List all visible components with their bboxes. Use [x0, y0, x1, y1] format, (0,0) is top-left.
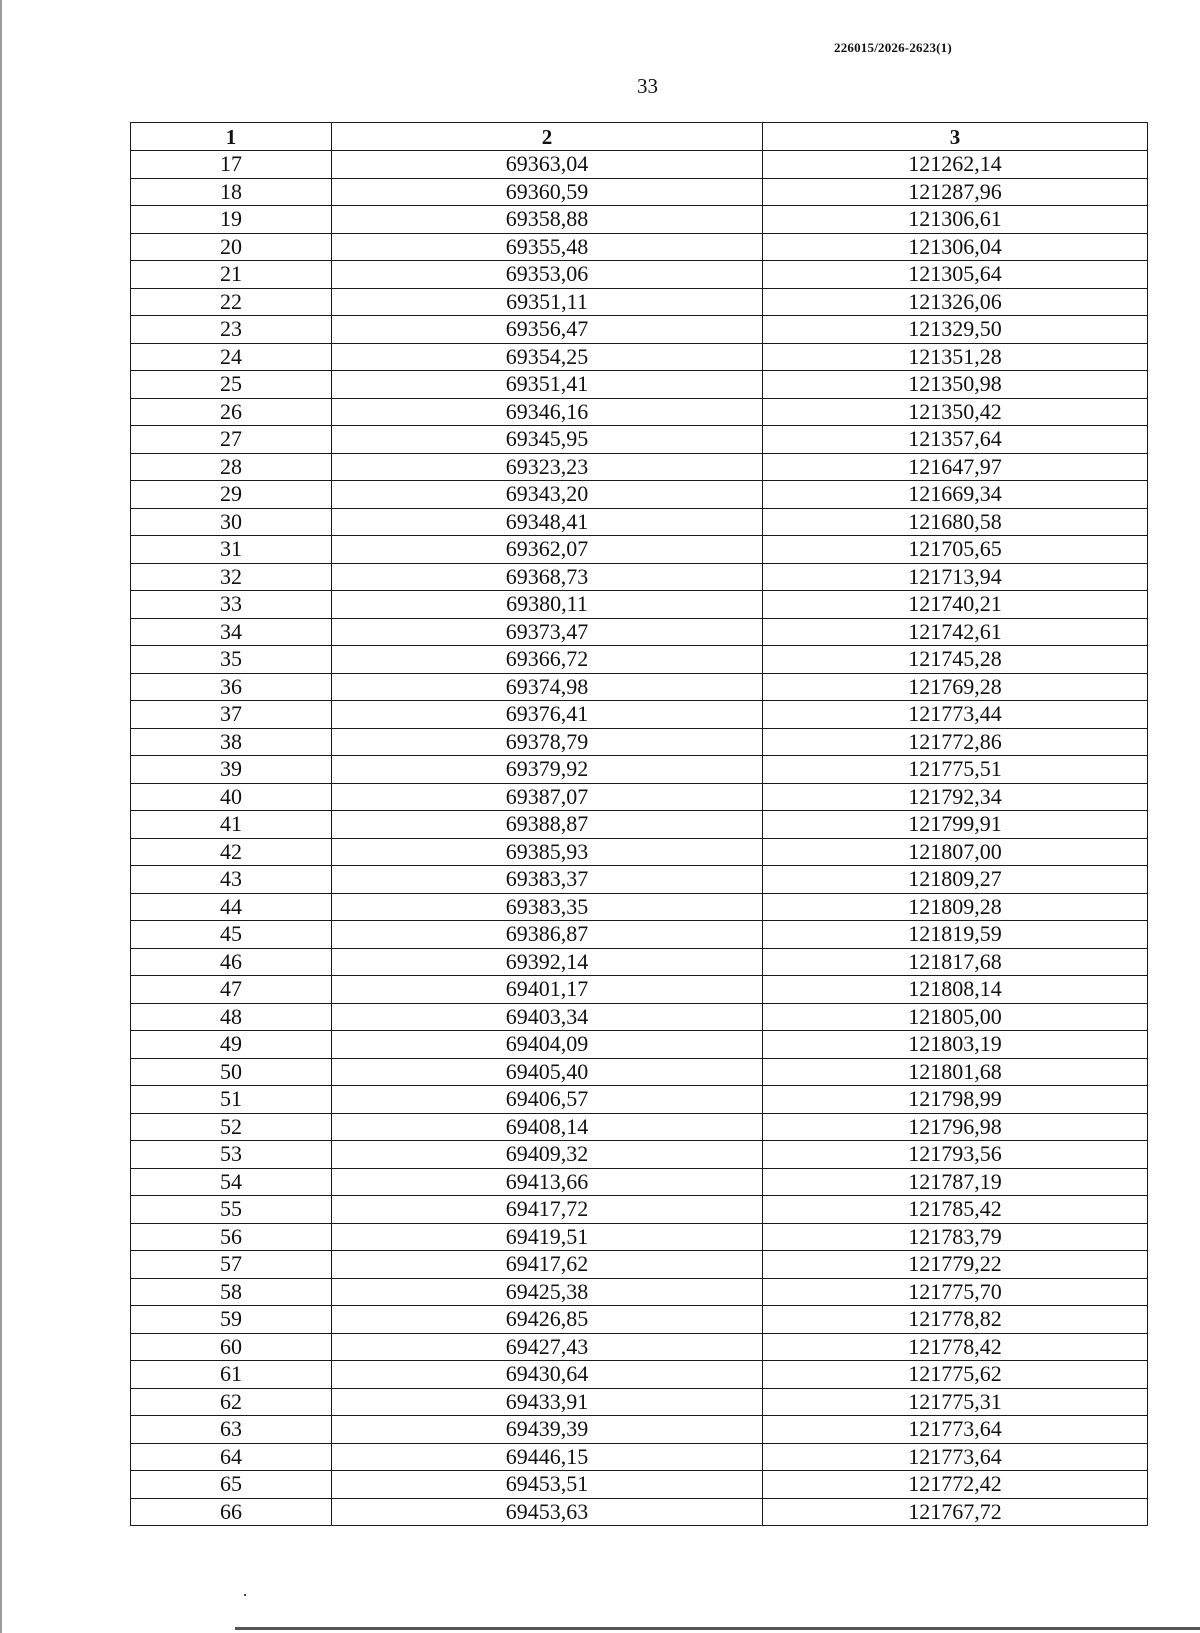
y-coordinate-cell: 121803,19: [763, 1031, 1148, 1059]
table-row: [131, 398, 1148, 426]
x-coordinate-cell: 69379,92: [332, 756, 763, 784]
table-row: [131, 1471, 1148, 1499]
x-coordinate-cell: 69453,51: [332, 1471, 763, 1499]
point-number-cell: 30: [131, 508, 332, 536]
table-row: [131, 756, 1148, 784]
x-coordinate-cell: 69343,20: [332, 481, 763, 509]
table-row: [131, 893, 1148, 921]
table-row: [131, 783, 1148, 811]
coordinates-table: [130, 122, 1148, 1526]
table-row: [131, 1443, 1148, 1471]
table-row: [131, 563, 1148, 591]
scan-left-edge: [0, 0, 2, 1633]
table-row: [131, 316, 1148, 344]
x-coordinate-cell: 69404,09: [332, 1031, 763, 1059]
x-coordinate-cell: 69351,41: [332, 371, 763, 399]
y-coordinate-cell: 121787,19: [763, 1168, 1148, 1196]
y-coordinate-cell: 121819,59: [763, 921, 1148, 949]
point-number-cell: 37: [131, 701, 332, 729]
table-row: [131, 701, 1148, 729]
y-coordinate-cell: 121778,82: [763, 1306, 1148, 1334]
y-coordinate-cell: 121817,68: [763, 948, 1148, 976]
y-coordinate-cell: 121783,79: [763, 1223, 1148, 1251]
x-coordinate-cell: 69383,37: [332, 866, 763, 894]
table-row: [131, 1333, 1148, 1361]
x-coordinate-cell: 69345,95: [332, 426, 763, 454]
table-row: [131, 536, 1148, 564]
x-coordinate-cell: 69385,93: [332, 838, 763, 866]
table-row: [131, 673, 1148, 701]
x-coordinate-cell: 69408,14: [332, 1113, 763, 1141]
table-row: [131, 921, 1148, 949]
x-coordinate-cell: 69453,63: [332, 1498, 763, 1526]
y-coordinate-cell: 121792,34: [763, 783, 1148, 811]
table-row: [131, 261, 1148, 289]
y-coordinate-cell: 121680,58: [763, 508, 1148, 536]
x-coordinate-cell: 69406,57: [332, 1086, 763, 1114]
x-coordinate-cell: 69401,17: [332, 976, 763, 1004]
x-coordinate-cell: 69363,04: [332, 151, 763, 179]
table-row: [131, 481, 1148, 509]
x-coordinate-cell: 69425,38: [332, 1278, 763, 1306]
table-row: [131, 426, 1148, 454]
point-number-cell: 65: [131, 1471, 332, 1499]
column-header-1: 1: [131, 123, 332, 151]
table-row: [131, 453, 1148, 481]
point-number-cell: 24: [131, 343, 332, 371]
y-coordinate-cell: 121262,14: [763, 151, 1148, 179]
y-coordinate-cell: 121287,96: [763, 178, 1148, 206]
table-row: [131, 233, 1148, 261]
point-number-cell: 31: [131, 536, 332, 564]
point-number-cell: 34: [131, 618, 332, 646]
y-coordinate-cell: 121350,42: [763, 398, 1148, 426]
scan-bottom-edge: [235, 1627, 1200, 1630]
y-coordinate-cell: 121773,44: [763, 701, 1148, 729]
y-coordinate-cell: 121775,62: [763, 1361, 1148, 1389]
y-coordinate-cell: 121809,27: [763, 866, 1148, 894]
point-number-cell: 25: [131, 371, 332, 399]
point-number-cell: 18: [131, 178, 332, 206]
y-coordinate-cell: 121326,06: [763, 288, 1148, 316]
y-coordinate-cell: 121775,70: [763, 1278, 1148, 1306]
table-row: [131, 508, 1148, 536]
x-coordinate-cell: 69387,07: [332, 783, 763, 811]
table-row: [131, 178, 1148, 206]
y-coordinate-cell: 121773,64: [763, 1443, 1148, 1471]
x-coordinate-cell: 69380,11: [332, 591, 763, 619]
y-coordinate-cell: 121785,42: [763, 1196, 1148, 1224]
point-number-cell: 44: [131, 893, 332, 921]
x-coordinate-cell: 69351,11: [332, 288, 763, 316]
x-coordinate-cell: 69378,79: [332, 728, 763, 756]
y-coordinate-cell: 121350,98: [763, 371, 1148, 399]
point-number-cell: 43: [131, 866, 332, 894]
x-coordinate-cell: 69419,51: [332, 1223, 763, 1251]
y-coordinate-cell: 121769,28: [763, 673, 1148, 701]
x-coordinate-cell: 69353,06: [332, 261, 763, 289]
x-coordinate-cell: 69413,66: [332, 1168, 763, 1196]
point-number-cell: 47: [131, 976, 332, 1004]
y-coordinate-cell: 121796,98: [763, 1113, 1148, 1141]
y-coordinate-cell: 121809,28: [763, 893, 1148, 921]
y-coordinate-cell: 121351,28: [763, 343, 1148, 371]
point-number-cell: 59: [131, 1306, 332, 1334]
point-number-cell: 17: [131, 151, 332, 179]
point-number-cell: 33: [131, 591, 332, 619]
table-row: [131, 343, 1148, 371]
point-number-cell: 57: [131, 1251, 332, 1279]
point-number-cell: 64: [131, 1443, 332, 1471]
column-header-3: 3: [763, 123, 1148, 151]
point-number-cell: 55: [131, 1196, 332, 1224]
point-number-cell: 35: [131, 646, 332, 674]
x-coordinate-cell: 69360,59: [332, 178, 763, 206]
x-coordinate-cell: 69405,40: [332, 1058, 763, 1086]
point-number-cell: 51: [131, 1086, 332, 1114]
y-coordinate-cell: 121779,22: [763, 1251, 1148, 1279]
x-coordinate-cell: 69355,48: [332, 233, 763, 261]
y-coordinate-cell: 121775,51: [763, 756, 1148, 784]
table-row: [131, 1168, 1148, 1196]
column-header-2: 2: [332, 123, 763, 151]
point-number-cell: 32: [131, 563, 332, 591]
x-coordinate-cell: 69366,72: [332, 646, 763, 674]
table-row: [131, 948, 1148, 976]
table-row: [131, 811, 1148, 839]
point-number-cell: 56: [131, 1223, 332, 1251]
table-row: [131, 1498, 1148, 1526]
x-coordinate-cell: 69374,98: [332, 673, 763, 701]
table-row: [131, 976, 1148, 1004]
y-coordinate-cell: 121801,68: [763, 1058, 1148, 1086]
x-coordinate-cell: 69392,14: [332, 948, 763, 976]
x-coordinate-cell: 69362,07: [332, 536, 763, 564]
table-row: [131, 1388, 1148, 1416]
point-number-cell: 58: [131, 1278, 332, 1306]
point-number-cell: 28: [131, 453, 332, 481]
table-row: [131, 206, 1148, 234]
y-coordinate-cell: 121740,21: [763, 591, 1148, 619]
y-coordinate-cell: 121805,00: [763, 1003, 1148, 1031]
table-row: [131, 1086, 1148, 1114]
point-number-cell: 36: [131, 673, 332, 701]
table-row: [131, 1251, 1148, 1279]
y-coordinate-cell: 121647,97: [763, 453, 1148, 481]
point-number-cell: 40: [131, 783, 332, 811]
x-coordinate-cell: 69358,88: [332, 206, 763, 234]
table-row: [131, 1223, 1148, 1251]
x-coordinate-cell: 69446,15: [332, 1443, 763, 1471]
table-row: [131, 866, 1148, 894]
y-coordinate-cell: 121745,28: [763, 646, 1148, 674]
x-coordinate-cell: 69323,23: [332, 453, 763, 481]
table-row: [131, 1306, 1148, 1334]
y-coordinate-cell: 121798,99: [763, 1086, 1148, 1114]
x-coordinate-cell: 69383,35: [332, 893, 763, 921]
x-coordinate-cell: 69430,64: [332, 1361, 763, 1389]
point-number-cell: 27: [131, 426, 332, 454]
point-number-cell: 26: [131, 398, 332, 426]
point-number-cell: 53: [131, 1141, 332, 1169]
table-row: [131, 646, 1148, 674]
y-coordinate-cell: 121767,72: [763, 1498, 1148, 1526]
point-number-cell: 61: [131, 1361, 332, 1389]
table-row: [131, 1141, 1148, 1169]
point-number-cell: 63: [131, 1416, 332, 1444]
table-row: [131, 371, 1148, 399]
y-coordinate-cell: 121807,00: [763, 838, 1148, 866]
table-row: [131, 1058, 1148, 1086]
point-number-cell: 60: [131, 1333, 332, 1361]
point-number-cell: 21: [131, 261, 332, 289]
point-number-cell: 29: [131, 481, 332, 509]
table-row: [131, 1003, 1148, 1031]
x-coordinate-cell: 69368,73: [332, 563, 763, 591]
y-coordinate-cell: 121306,61: [763, 206, 1148, 234]
table-row: [131, 591, 1148, 619]
point-number-cell: 38: [131, 728, 332, 756]
point-number-cell: 42: [131, 838, 332, 866]
point-number-cell: 39: [131, 756, 332, 784]
x-coordinate-cell: 69417,62: [332, 1251, 763, 1279]
x-coordinate-cell: 69426,85: [332, 1306, 763, 1334]
table-row: [131, 1278, 1148, 1306]
point-number-cell: 46: [131, 948, 332, 976]
y-coordinate-cell: 121305,64: [763, 261, 1148, 289]
y-coordinate-cell: 121808,14: [763, 976, 1148, 1004]
table-row: [131, 1031, 1148, 1059]
x-coordinate-cell: 69373,47: [332, 618, 763, 646]
x-coordinate-cell: 69356,47: [332, 316, 763, 344]
x-coordinate-cell: 69354,25: [332, 343, 763, 371]
y-coordinate-cell: 121773,64: [763, 1416, 1148, 1444]
point-number-cell: 41: [131, 811, 332, 839]
y-coordinate-cell: 121329,50: [763, 316, 1148, 344]
point-number-cell: 19: [131, 206, 332, 234]
document-code: 226015/2026-2623(1): [834, 40, 952, 55]
point-number-cell: 62: [131, 1388, 332, 1416]
table-body: [131, 151, 1148, 1526]
y-coordinate-cell: 121306,04: [763, 233, 1148, 261]
table-row: [131, 151, 1148, 179]
page-number: 33: [637, 74, 658, 98]
y-coordinate-cell: 121799,91: [763, 811, 1148, 839]
table-row: [131, 728, 1148, 756]
point-number-cell: 45: [131, 921, 332, 949]
point-number-cell: 49: [131, 1031, 332, 1059]
x-coordinate-cell: 69439,39: [332, 1416, 763, 1444]
point-number-cell: 66: [131, 1498, 332, 1526]
x-coordinate-cell: 69346,16: [332, 398, 763, 426]
table-row: [131, 838, 1148, 866]
x-coordinate-cell: 69417,72: [332, 1196, 763, 1224]
x-coordinate-cell: 69388,87: [332, 811, 763, 839]
table-row: [131, 1113, 1148, 1141]
table-row: [131, 618, 1148, 646]
x-coordinate-cell: 69348,41: [332, 508, 763, 536]
y-coordinate-cell: 121793,56: [763, 1141, 1148, 1169]
y-coordinate-cell: 121778,42: [763, 1333, 1148, 1361]
x-coordinate-cell: 69409,32: [332, 1141, 763, 1169]
table-row: [131, 1196, 1148, 1224]
y-coordinate-cell: 121669,34: [763, 481, 1148, 509]
table-row: [131, 1416, 1148, 1444]
point-number-cell: 22: [131, 288, 332, 316]
table-header-row: [131, 123, 1148, 151]
y-coordinate-cell: 121713,94: [763, 563, 1148, 591]
scan-speck: [244, 1594, 246, 1596]
point-number-cell: 23: [131, 316, 332, 344]
point-number-cell: 52: [131, 1113, 332, 1141]
x-coordinate-cell: 69376,41: [332, 701, 763, 729]
x-coordinate-cell: 69403,34: [332, 1003, 763, 1031]
y-coordinate-cell: 121775,31: [763, 1388, 1148, 1416]
point-number-cell: 54: [131, 1168, 332, 1196]
point-number-cell: 20: [131, 233, 332, 261]
y-coordinate-cell: 121742,61: [763, 618, 1148, 646]
point-number-cell: 50: [131, 1058, 332, 1086]
y-coordinate-cell: 121772,42: [763, 1471, 1148, 1499]
x-coordinate-cell: 69427,43: [332, 1333, 763, 1361]
x-coordinate-cell: 69386,87: [332, 921, 763, 949]
y-coordinate-cell: 121357,64: [763, 426, 1148, 454]
y-coordinate-cell: 121772,86: [763, 728, 1148, 756]
point-number-cell: 48: [131, 1003, 332, 1031]
table-row: [131, 288, 1148, 316]
x-coordinate-cell: 69433,91: [332, 1388, 763, 1416]
y-coordinate-cell: 121705,65: [763, 536, 1148, 564]
table-row: [131, 1361, 1148, 1389]
